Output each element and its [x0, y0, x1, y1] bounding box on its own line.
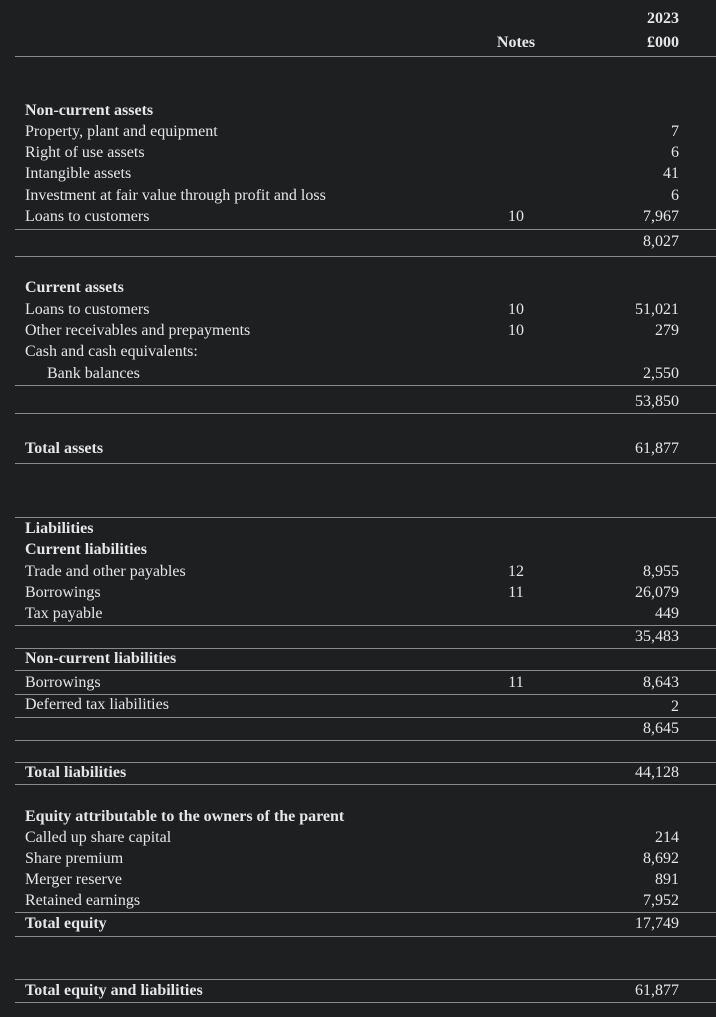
- row-label: Other receivables and prepayments: [25, 322, 251, 339]
- row-value: 7,952: [643, 892, 679, 909]
- row-label: Investment at fair value through profit and loss: [25, 187, 326, 204]
- row-value: 2,550: [643, 365, 679, 382]
- row-label: Loans to customers: [25, 301, 150, 318]
- section-heading: Non-current assets: [25, 102, 154, 119]
- subsection-heading: Non-current liabilities: [25, 650, 177, 667]
- section-heading: Liabilities: [25, 520, 94, 537]
- subtotal-value: 53,850: [635, 393, 679, 410]
- row-label: Borrowings: [25, 674, 101, 691]
- notes-header: Notes: [496, 34, 536, 51]
- row-value: 8,692: [643, 850, 679, 867]
- subtotal-value: 8,645: [643, 720, 679, 737]
- row-value: 7,967: [643, 208, 679, 225]
- divider: [15, 463, 716, 464]
- unit-header: £000: [647, 34, 679, 51]
- total-label: Total liabilities: [25, 764, 127, 781]
- total-label: Total assets: [25, 440, 104, 457]
- total-value: 17,749: [635, 915, 679, 932]
- row-label: Retained earnings: [25, 892, 141, 909]
- row-value: 214: [655, 829, 679, 846]
- section-heading: Equity attributable to the owners of the parent: [25, 808, 345, 825]
- divider: [15, 936, 716, 937]
- divider: [15, 517, 716, 518]
- row-label: Called up share capital: [25, 829, 172, 846]
- row-note: 10: [508, 322, 524, 339]
- row-value: 6: [671, 187, 679, 204]
- divider: [15, 912, 716, 913]
- divider: [15, 256, 716, 257]
- row-label: Tax payable: [25, 605, 103, 622]
- row-value: 41: [663, 165, 679, 182]
- divider: [15, 784, 716, 785]
- divider: [15, 56, 716, 57]
- row-note: 10: [508, 208, 524, 225]
- row-value: 279: [655, 322, 679, 339]
- divider: [15, 385, 716, 386]
- divider: [15, 1002, 716, 1003]
- subsection-heading: Current liabilities: [25, 541, 147, 558]
- divider: [15, 229, 716, 230]
- row-note: 12: [508, 563, 524, 580]
- row-value: 26,079: [635, 584, 679, 601]
- row-label: Right of use assets: [25, 144, 145, 161]
- row-label: Share premium: [25, 850, 124, 867]
- row-label: Intangible assets: [25, 165, 132, 182]
- row-value: 2: [671, 698, 679, 715]
- row-value: 7: [671, 123, 679, 140]
- row-value: 8,643: [643, 674, 679, 691]
- total-label: Total equity and liabilities: [25, 982, 203, 999]
- row-note: 10: [508, 301, 524, 318]
- divider: [15, 717, 716, 718]
- row-value: 51,021: [635, 301, 679, 318]
- divider: [15, 740, 716, 741]
- total-value: 61,877: [635, 440, 679, 457]
- row-label: Merger reserve: [25, 871, 122, 888]
- divider: [15, 670, 716, 671]
- total-value: 61,877: [635, 982, 679, 999]
- row-label: Trade and other payables: [25, 563, 186, 580]
- row-label: Loans to customers: [25, 208, 150, 225]
- row-value: 891: [655, 871, 679, 888]
- subtotal-value: 35,483: [635, 628, 679, 645]
- section-heading: Current assets: [25, 279, 124, 296]
- divider: [15, 625, 716, 626]
- row-value: 449: [655, 605, 679, 622]
- subtotal-value: 8,027: [643, 233, 679, 250]
- row-label: Borrowings: [25, 584, 101, 601]
- total-label: Total equity: [25, 915, 107, 932]
- row-value: 6: [671, 144, 679, 161]
- row-note: 11: [508, 584, 524, 601]
- row-label: Deferred tax liabilities: [25, 696, 169, 713]
- divider: [15, 979, 716, 980]
- row-label-indented: Bank balances: [47, 365, 140, 382]
- year-header: 2023: [647, 10, 679, 27]
- row-label: Cash and cash equivalents:: [25, 343, 198, 360]
- row-label: Property, plant and equipment: [25, 123, 218, 140]
- row-note: 11: [508, 674, 524, 691]
- total-value: 44,128: [635, 764, 679, 781]
- divider: [15, 413, 716, 414]
- row-value: 8,955: [643, 563, 679, 580]
